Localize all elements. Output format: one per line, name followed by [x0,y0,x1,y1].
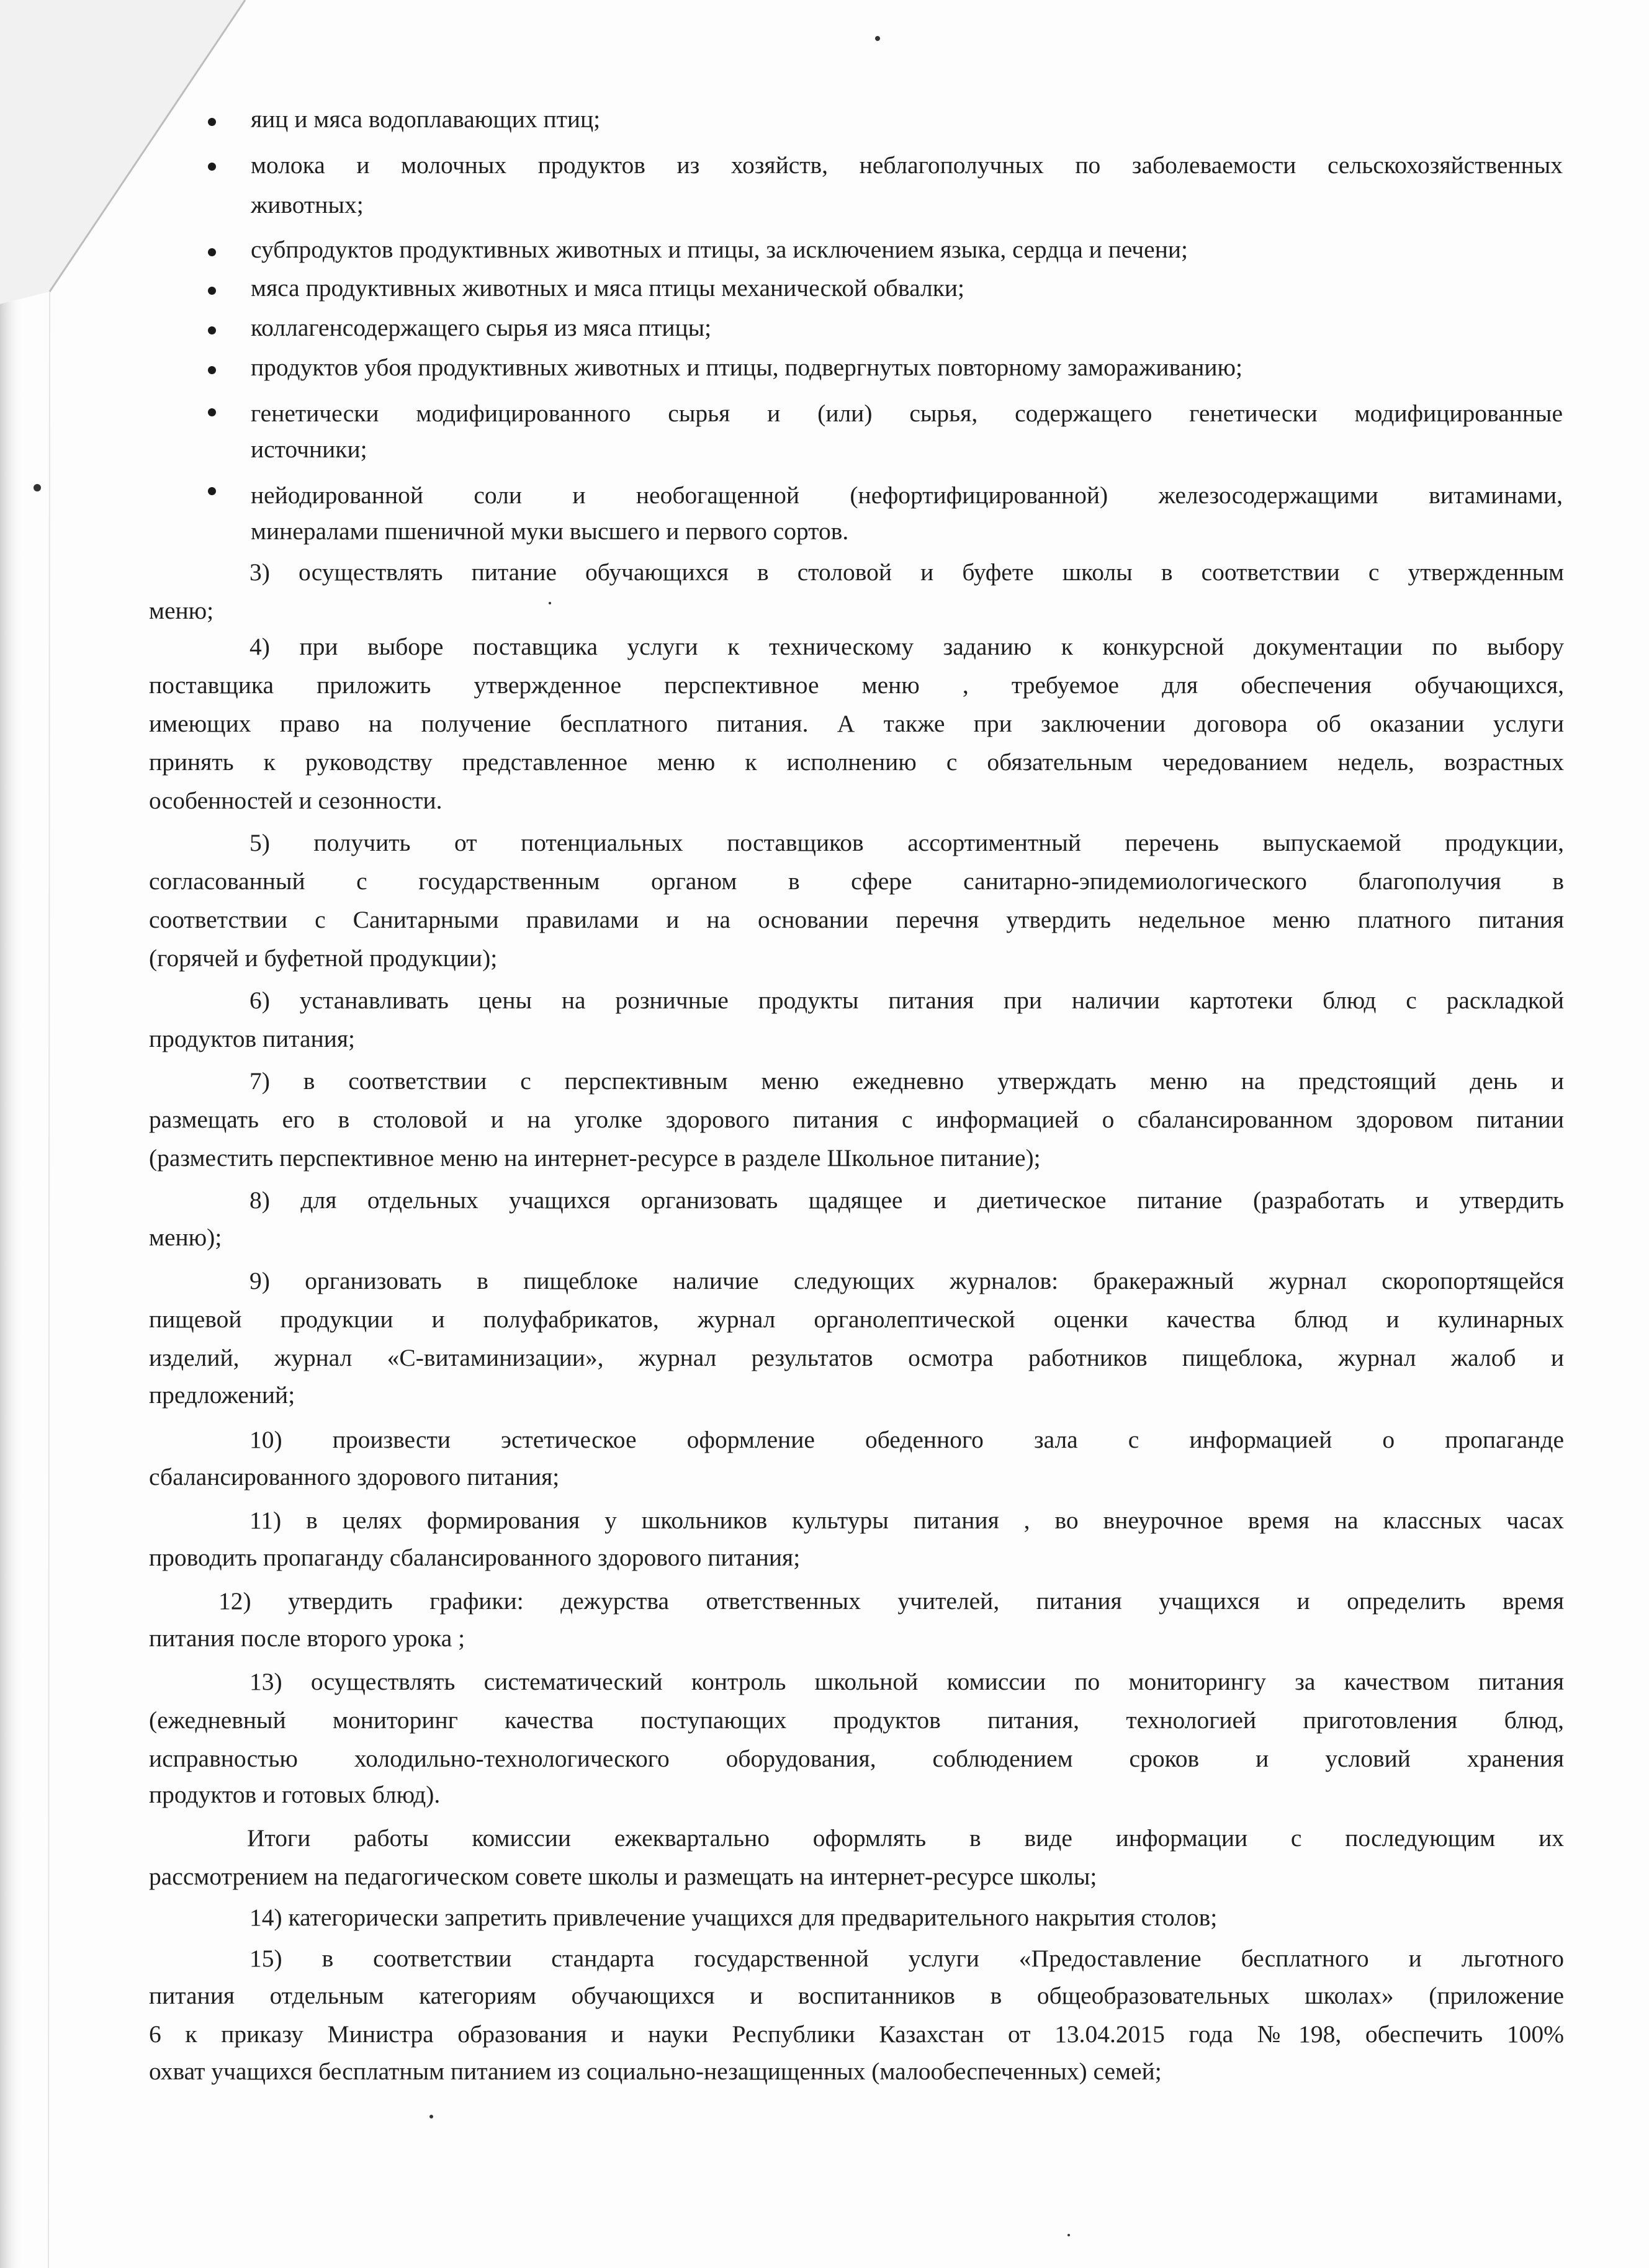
numbered-item: 8) для отдельных учащихся организовать щадящее и диетическое питание (разработать и утвердить [249,1186,1564,1214]
numbered-item-continued: предложений; [149,1381,295,1409]
numbered-item-continued: охват учащихся бесплатным питанием из социально-незащищенных (малообеспеченных) семей; [149,2058,1162,2085]
bullet-marker [208,248,216,256]
bullet-item: генетически модифицированного сырья и (или) сырья, содержащего генетически модифицированные [251,400,1563,427]
numbered-item-continued: (горячей и буфетной продукции); [149,944,498,972]
numbered-item-continued: 6 к приказу Министра образования и науки Республики Казахстан от 13.04.2015 года №198, обеспечить 100% [149,2020,1564,2048]
numbered-item: 6) устанавливать цены на розничные продукты питания при наличии картотеки блюд с раскладкой [249,987,1564,1014]
numbered-item: 3) осуществлять питание обучающихся в столовой и буфете школы в соответствии с утвержденным [249,558,1564,586]
numbered-item-continued: размещать его в столовой и на уголке здорового питания с информацией о сбалансированном здоровом питании [149,1106,1564,1133]
numbered-item: 5) получить от потенциальных поставщиков ассортиментный перечень выпускаемой продукции, [249,829,1564,856]
numbered-item: 4) при выборе поставщика услуги к техническому заданию к конкурсной документации по выбору [249,633,1564,660]
bullet-item-continued: животных; [251,191,364,218]
bullet-marker [208,487,216,495]
bullet-item: нейодированной соли и необогащенной (нефортифицированной) железосодержащими витаминами, [251,482,1563,509]
numbered-item-continued: поставщика приложить утвержденное перспективное меню , требуемое для обеспечения обучающихся, [149,671,1564,699]
numbered-item-continued: принять к руководству представленное меню к исполнению с обязательным чередованием недель, возрастных [149,748,1564,776]
bullet-item: молока и молочных продуктов из хозяйств, неблагополучных по заболеваемости сельскохозяйственных [251,151,1563,179]
numbered-item-continued: (ежедневный мониторинг качества поступающих продуктов питания, технологией приготовления блюд, [149,1706,1564,1734]
numbered-item: 14) категорически запретить привлечение учащихся для предварительного накрытия столов; [249,1904,1218,1931]
numbered-item-continued: соответствии с Санитарными правилами и на основании перечня утвердить недельное меню платного питания [149,906,1564,933]
bullet-marker [208,287,216,295]
bullet-marker [208,408,216,416]
numbered-item-continued: имеющих право на получение бесплатного питания. А также при заключении договора об оказании услуги [149,710,1564,737]
scan-speck [875,36,880,41]
bullet-item: яиц и мяса водоплавающих птиц; [251,105,601,133]
numbered-item-continued: изделий, журнал «С-витаминизации», журнал результатов осмотра работников пищеблока, журнал жалоб и [149,1344,1564,1371]
bullet-marker [208,326,216,334]
numbered-item: 10) произвести эстетическое оформление обеденного зала с информацией о пропаганде [249,1426,1564,1453]
scan-speck [429,2115,433,2118]
numbered-item-continued: пищевой продукции и полуфабрикатов, журнал органолептической оценки качества блюд и кулинарных [149,1306,1564,1333]
scan-speck [34,484,41,491]
numbered-item: 15) в соответствии стандарта государственной услуги «Предоставление бесплатного и льготного [249,1945,1564,1972]
scan-speck [1067,2234,1070,2236]
bullet-item-continued: минералами пшеничной муки высшего и первого сортов. [251,518,849,545]
bullet-item: мяса продуктивных животных и мяса птицы механической обвалки; [251,274,965,302]
numbered-item-continued: исправностью холодильно-технологического оборудования, соблюдением сроков и условий хранения [149,1745,1564,1772]
numbered-item: 11) в целях формирования у школьников культуры питания , во внеурочное время на классных часах [249,1507,1564,1534]
paragraph: Итоги работы комиссии ежеквартально оформлять в виде информации с последующим их [247,1824,1564,1852]
numbered-item: 13) осуществлять систематический контроль школьной комиссии по мониторингу за качеством питания [249,1668,1564,1695]
numbered-item: 7) в соответствии с перспективным меню ежедневно утверждать меню на предстоящий день и [249,1067,1564,1095]
paragraph-continued: рассмотрением на педагогическом совете школы и размещать на интернет-ресурсе школы; [149,1863,1097,1890]
numbered-item: 9) организовать в пищеблоке наличие следующих журналов: бракеражный журнал скоропортящейся [249,1267,1564,1294]
numbered-item-continued: питания после второго урока ; [149,1625,465,1652]
bullet-item: продуктов убоя продуктивных животных и птицы, подвергнутых повторному замораживанию; [251,354,1242,381]
bullet-item: субпродуктов продуктивных животных и птицы, за исключением языка, сердца и печени; [251,236,1188,263]
numbered-item: 12) утвердить графики: дежурства ответственных учителей, питания учащихся и определить время [218,1587,1564,1615]
bullet-item-continued: источники; [251,436,367,463]
bullet-marker [208,163,216,171]
bullet-marker [208,366,216,374]
numbered-item-continued: (разместить перспективное меню на интернет-ресурсе в разделе Школьное питание); [149,1144,1041,1172]
numbered-item-continued: сбалансированного здорового питания; [149,1463,560,1490]
numbered-item-continued: меню; [149,597,214,624]
numbered-item-continued: особенностей и сезонности. [149,787,443,814]
scan-speck [549,602,551,604]
numbered-item-continued: продуктов и готовых блюд). [149,1781,441,1808]
numbered-item-continued: питания отдельным категориям обучающихся и воспитанников в общеобразовательных школах» (приложение [149,1982,1564,2009]
numbered-item-continued: продуктов питания; [149,1025,356,1052]
bullet-item: коллагенсодержащего сырья из мяса птицы; [251,314,712,341]
bullet-marker [208,118,216,126]
numbered-item-continued: проводить пропаганду сбалансированного здорового питания; [149,1544,801,1571]
numbered-item-continued: меню); [149,1224,222,1251]
numbered-item-continued: согласованный с государственным органом в сфере санитарно-эпидемиологического благополучия в [149,867,1564,895]
